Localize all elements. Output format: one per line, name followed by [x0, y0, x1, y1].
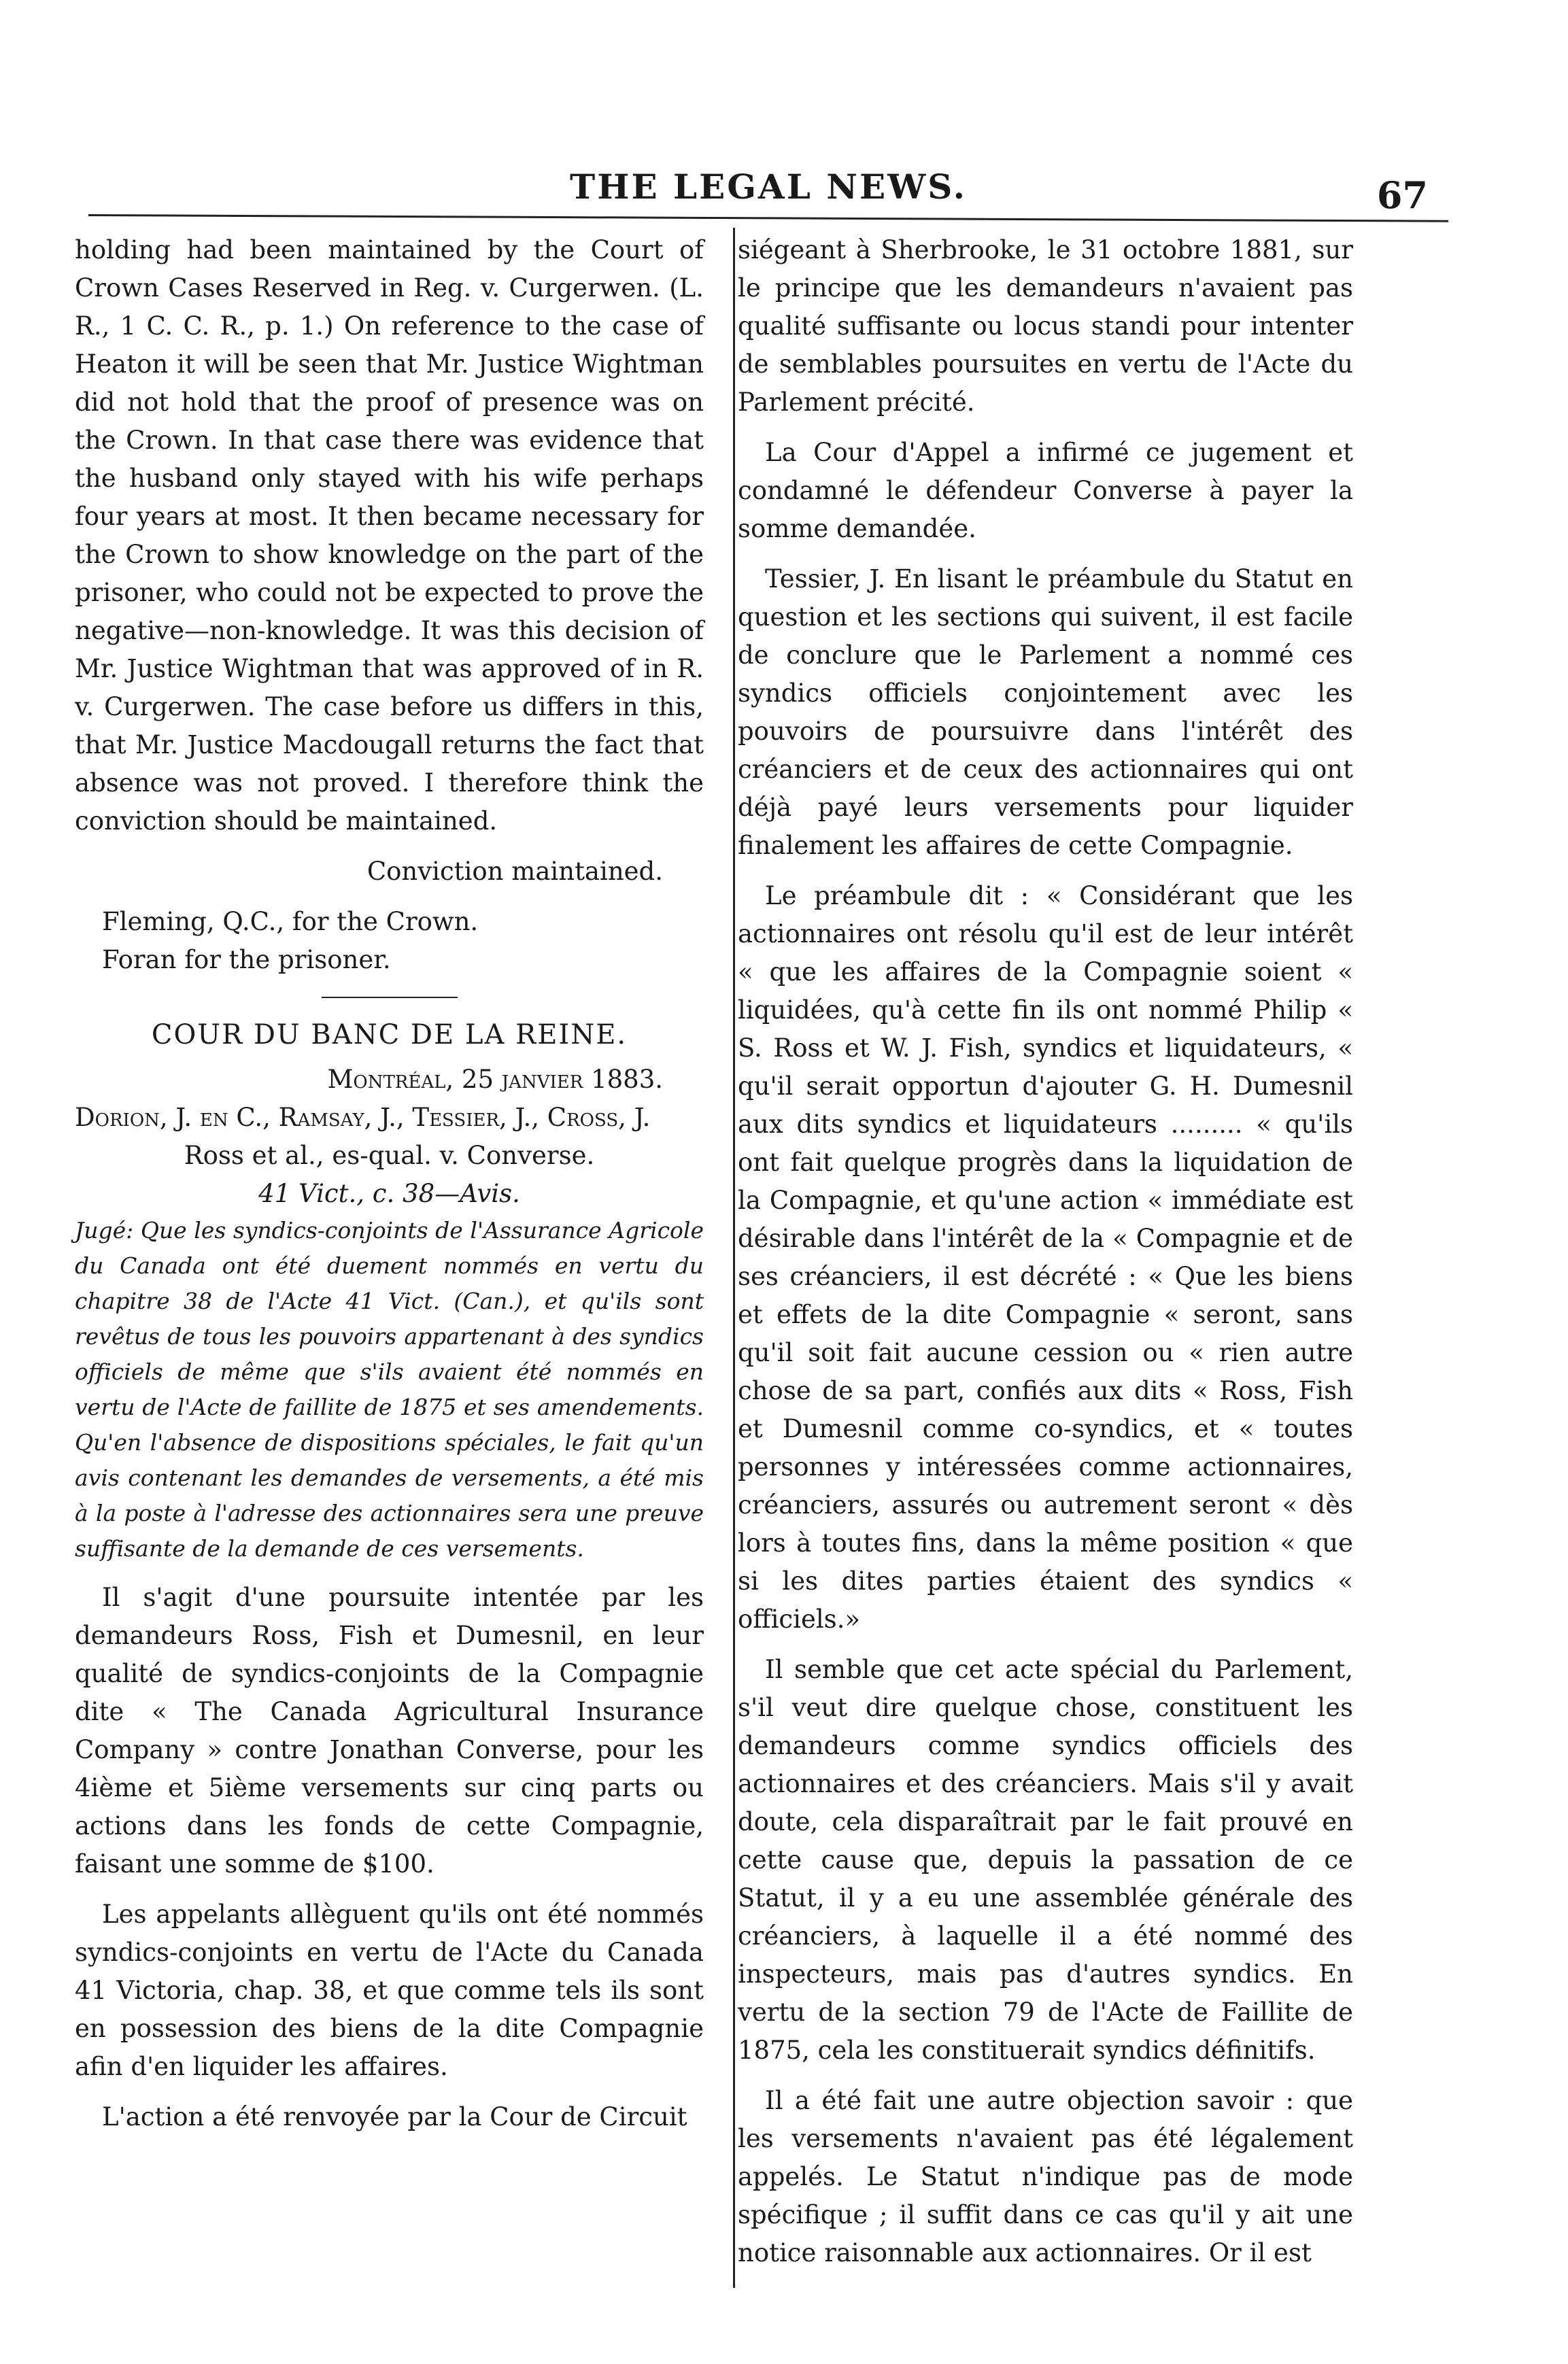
body-paragraph: siégeant à Sherbrooke, le 31 octobre 1881, sur le principe que les demandeurs n'avaient pas qualité suffisante ou locus standi pour intenter de semblables poursuites en vertu de l'Acte du Parlement précité.	[738, 235, 1353, 417]
body-paragraph: Il semble que cet acte spécial du Parlement, s'il veut dire quelque chose, constituent les demandeurs comme syndics officiels des actionnaires et des créanciers. Mais s'il y avait doute, cela disparaîtrait par le fait prouvé en cette cause que, depuis la passation de ce Statut, il y a eu une assemblée générale des créanciers, à laquelle il a été nommé des inspecteurs, mais pas d'autres syndics. En vertu de la section 79 de l'Acte de Faillite de 1875, cela les constituerait syndics définitifs.	[738, 1655, 1353, 2065]
body-paragraph: La Cour d'Appel a infirmé ce jugement et condamné le défendeur Converse à payer la somme demandée.	[738, 438, 1353, 543]
body-paragraph: Il s'agit d'une poursuite intentée par les demandeurs Ross, Fish et Dumesnil, en leur qualité de syndics-conjoints de la Compagnie dite « The Canada Agricultural Insurance Company » contre Jonathan Converse, pour les 4ième et 5ième versements sur cinq parts ou actions dans les fonds de cette Compagnie, faisant une somme de $100.	[75, 1583, 704, 1879]
preamble-quotation: Le préambule dit : « Considérant que les actionnaires ont résolu qu'il est de leur intérêt « que les affaires de la Compagnie soient « liquidées, qu'à cette fin ils ont nommé Philip « S. Ross et W. J. Fish, syndics et liquidateurs, « qu'il serait opportun d'ajouter G. H. Dumesnil aux dits syndics et liquidateurs ......... « qu'ils ont fait quelque progrès dans la liquidation de la Compagnie, et qu'une action « immédiate est désirable dans l'intérêt de la « Compagnie et de ses créanciers, il est décrété : « Que les biens et effets de la dite Compagnie « seront, sans qu'il soit fait aucune cession ou « rien autre chose de sa part, confiés aux dits « Ross, Fish et Dumesnil comme co-syndics, et « toutes personnes y intéressées comme actionnaires, créanciers, assurés ou autrement seront « dès lors à toutes fins, dans la même position « que si les dites parties étaient des syndics « officiels.»	[738, 881, 1353, 1634]
page-header	[88, 153, 1448, 217]
column-divider	[733, 228, 735, 2288]
case-result: Conviction maintained.	[367, 857, 663, 886]
judgment-paragraph: holding had been maintained by the Court of Crown Cases Reserved in Reg. v. Curgerwen. (L. R., 1 C. C. R., p. 1.) On reference to the case of Heaton it will be seen that Mr. Justice Wightman did not hold that the proof of presence was on the Crown. In that case there was evidence that the husband only stayed with his wife perhaps four years at most. It then became necessary for the Crown to show knowledge on the part of the prisoner, who could not be expected to prove the negative—non-knowledge. It was this decision of Mr. Justice Wightman that was approved of in R. v. Curgerwen. The case before us differs in this, that Mr. Justice Macdougall returns the fact that absence was not proved. I therefore think the conviction should be maintained.	[75, 235, 704, 836]
header-rule	[88, 214, 1448, 222]
body-paragraph: Tessier, J. En lisant le préambule du Statut en question et les sections qui suivent, il est facile de conclure que le Parlement a nommé ces syndics officiels conjointement avec les pouvoirs de poursuivre dans l'intérêt des créanciers et de ceux des actionnaires qui ont déjà payé leurs versements pour liquider finalement les affaires de cette Compagnie.	[738, 564, 1353, 860]
court-title: COUR DU BANC DE LA REINE.	[151, 1019, 628, 1050]
counsel-prisoner: Foran for the prisoner.	[102, 945, 391, 974]
counsel-crown: Fleming, Q.C., for the Crown.	[102, 907, 479, 936]
left-column	[75, 231, 704, 2148]
page-number: 67	[1376, 173, 1428, 217]
right-column	[738, 231, 1353, 2284]
running-title: THE LEGAL NEWS.	[570, 167, 967, 207]
body-paragraph: Il a été fait une autre objection savoir : que les versements n'avaient pas été légalement appelés. Le Statut n'indique pas de mode spécifique ; il suffit dans ce cas qu'il y ait une notice raisonnable aux actionnaires. Or il est	[738, 2086, 1353, 2267]
section-divider	[322, 997, 458, 998]
holding-summary: Jugé: Que les syndics-conjoints de l'Assurance Agricole du Canada ont été duement nommés en vertu du chapitre 38 de l'Acte 41 Vict. (Can.), et qu'ils sont revêtus de tous les pouvoirs appartenant à des syndics officiels de même que s'ils avaient été nommés en vertu de l'Acte de faillite de 1875 et ses amendements. Qu'en l'absence de dispositions spéciales, le fait qu'un avis contenant les demandes de versements, a été mis à la poste à l'adresse des actionnaires sera une preuve suffisante de la demande de ces versements.	[75, 1217, 704, 1562]
statute-reference: 41 Vict., c. 38—Avis.	[258, 1179, 520, 1208]
body-paragraph: Les appelants allèguent qu'ils ont été nommés syndics-conjoints en vertu de l'Acte du Canada 41 Victoria, chap. 38, et que comme tels ils sont en possession des biens de la dite Compagnie afin d'en liquider les affaires.	[75, 1900, 704, 2081]
location-date: Montréal, 25 janvier 1883.	[327, 1065, 663, 1094]
body-paragraph: L'action a été renvoyée par la Cour de Circuit	[102, 2102, 687, 2131]
case-name: Ross et al., es-qual. v. Converse.	[184, 1141, 595, 1170]
judges-list: Dorion, J. en C., Ramsay, J., Tessier, J., Cross, J.	[75, 1103, 651, 1132]
